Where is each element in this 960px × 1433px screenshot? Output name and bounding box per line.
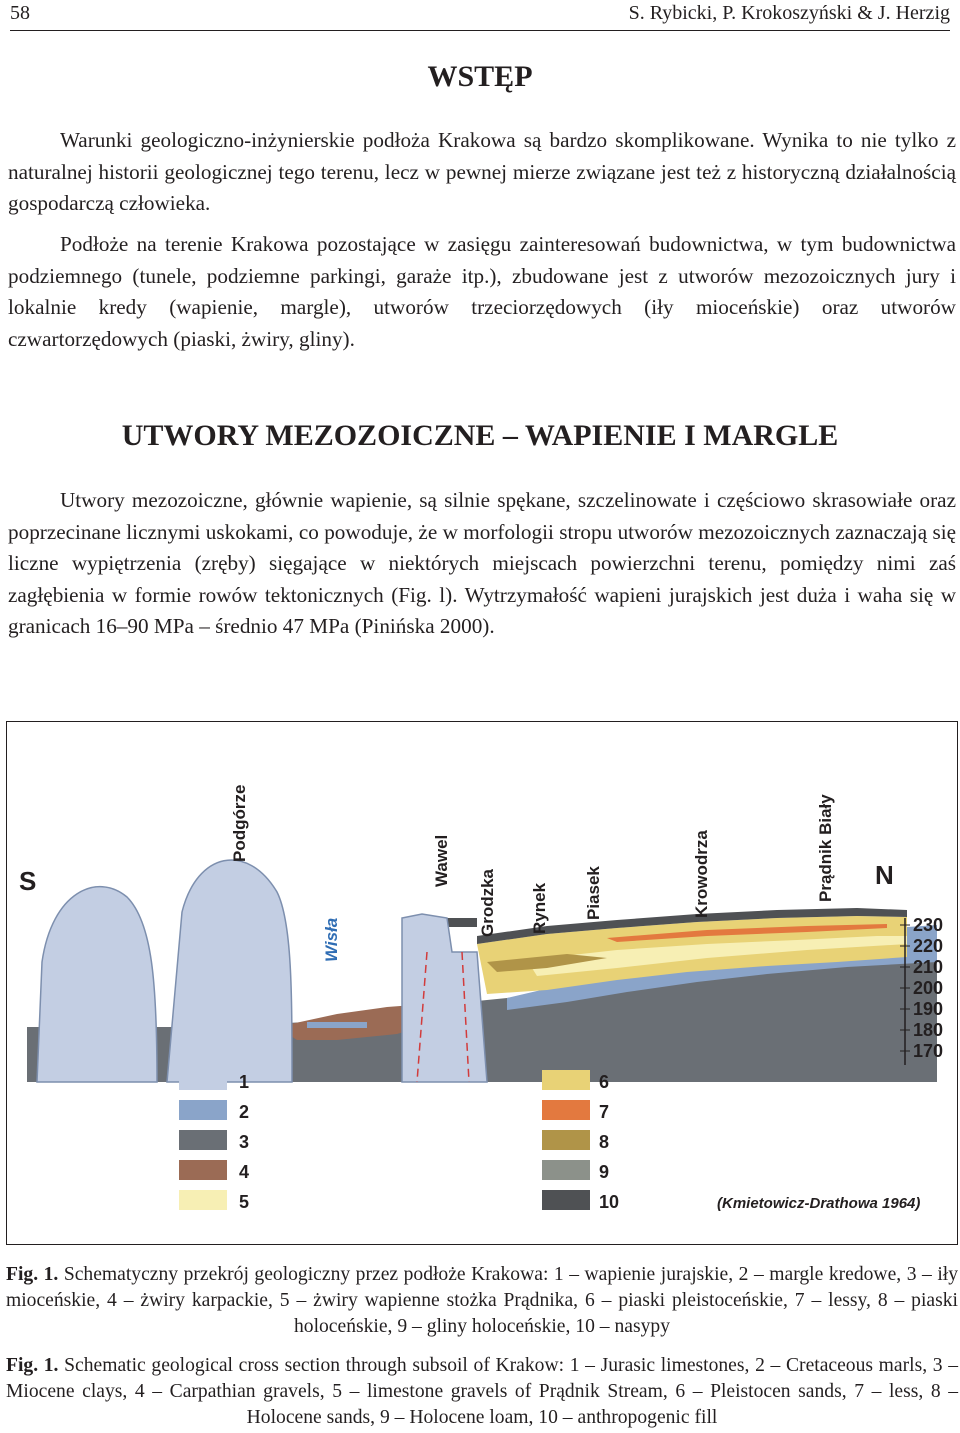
- intro-paragraph-1: Warunki geologiczno-inżynierskie podłoża Krakowa są bardzo skomplikowane. Wynika to nie tylko z naturalnej historii geologicznej tego terenu, lecz w pewnej mierze związane jest też z historyczną działalnością gospodarczą człowieka.: [8, 128, 956, 215]
- legend-swatch-9: [542, 1160, 590, 1180]
- scale-tick-220: 220: [913, 936, 944, 956]
- place-label-krowodrza: Krowodrza: [692, 830, 711, 918]
- page-header: [10, 0, 950, 31]
- scale-tick-170: 170: [913, 1041, 944, 1061]
- place-label-wawel: Wawel: [432, 834, 451, 887]
- figure-cross-section: [6, 721, 958, 1245]
- legend-num-9: 9: [599, 1162, 610, 1182]
- legend-num-4: 4: [239, 1162, 250, 1182]
- section-title-mesozoic: UTWORY MEZOZOICZNE – WAPIENIE I MARGLE: [121, 419, 839, 452]
- mesozoic-paragraph: Utwory mezozoiczne, głównie wapienie, są silnie spękane, szczelinowate i częściowo skrasowiałe oraz poprzecinane licznymi uskokami, co powoduje, że w morfologii stropu utworów mezozoicznych zaznaczają się liczne wypiętrzenia (zręby) sięgające w niektórych miejscach powierzchni terenu, pomiędzy nimi zaś zagłębienia w formie rowów tektonicznych (Fig. l). Wytrzymałość wapieni jurajskich jest duża i waha się w granicach 16–90 MPa – średnio 47 MPa (Pinińska 2000).: [8, 488, 956, 638]
- legend-num-3: 3: [239, 1132, 250, 1152]
- south-label: S: [19, 866, 37, 896]
- caption-english-text: Schematic geological cross section through subsoil of Krakow: 1 – Jurasic limestones, 2 – Cretaceous marls, 3 – Miocene clays, 4 – Carpathian gravels, 5 – limestone gravels of Prądnik Stream, 6 – Pleistocen sands, 7 – less, 8 – Holocene sands, 9 – Holocene loam, 10 – anthropogenic fill: [6, 1355, 959, 1428]
- legend: [179, 1070, 619, 1212]
- legend-swatch-6: [542, 1070, 590, 1090]
- wawel-horst: [402, 914, 487, 1082]
- scale-tick-210: 210: [913, 957, 944, 977]
- legend-swatch-3: [179, 1130, 227, 1150]
- legend-swatch-8: [542, 1130, 590, 1150]
- legend-num-5: 5: [239, 1192, 250, 1212]
- caption-english: [6, 1353, 958, 1431]
- legend-swatch-7: [542, 1100, 590, 1120]
- legend-swatch-5: [179, 1190, 227, 1210]
- running-head-authors: S. Rybicki, P. Krokoszyński & J. Herzig: [628, 2, 950, 24]
- podgorze-limestone-right: [167, 860, 292, 1082]
- place-label-grodzka: Grodzka: [478, 868, 497, 937]
- legend-num-1: 1: [239, 1072, 250, 1092]
- place-label-podgorze: Podgórze: [230, 784, 249, 862]
- caption-english-label: Fig. 1.: [6, 1355, 59, 1376]
- caption-polish-label: Fig. 1.: [6, 1264, 59, 1285]
- intro-paragraph-2: Podłoże na terenie Krakowa pozostające w zasięgu zainteresowań budownictwa, w tym budownictwa podziemnego (tunele, podziemne parkingi, garaże itp.), zbudowane jest z utworów mezozoicznych jury i lokalnie kredy (wapienie, margle), utworów trzeciorzędowych (iły mioceńskie) oraz utworów czwartorzędowych (piaski, żwiry, gliny).: [8, 232, 956, 351]
- legend-swatch-10: [542, 1190, 590, 1210]
- legend-num-2: 2: [239, 1102, 250, 1122]
- legend-num-10: 10: [599, 1192, 620, 1212]
- scale-tick-190: 190: [913, 999, 944, 1019]
- caption-polish-text: Schematyczny przekrój geologiczny przez podłoże Krakowa: 1 – wapienie jurajskie, 2 – margle kredowe, 3 – iły mioceńskie, 4 – żwiry karpackie, 5 – żwiry wapienne stożka Prądnika, 6 – piaski pleistoceńskie, 7 – lessy, 8 – piaski holoceńskie, 9 – gliny holoceńskie, 10 – nasypy: [6, 1264, 959, 1337]
- place-label-rynek: Rynek: [530, 882, 549, 934]
- legend-swatch-1: [179, 1070, 227, 1090]
- place-label-piasek: Piasek: [584, 866, 603, 920]
- scale-tick-230: 230: [913, 915, 944, 935]
- caption-polish: [6, 1262, 958, 1340]
- podgorze-limestone-left: [37, 887, 157, 1082]
- scale-tick-180: 180: [913, 1020, 944, 1040]
- section-title-introduction: WSTĘP: [427, 60, 533, 93]
- legend-swatch-4: [179, 1160, 227, 1180]
- legend-num-7: 7: [599, 1102, 610, 1122]
- cross-section-diagram: [7, 722, 957, 1244]
- place-label-pradnik-bialy: Prądnik Biały: [816, 794, 835, 902]
- north-label: N: [875, 860, 894, 890]
- figure-source: (Kmietowicz-Drathowa 1964): [717, 1195, 921, 1212]
- legend-num-8: 8: [599, 1132, 610, 1152]
- place-label-wisla: Wisła: [322, 917, 341, 962]
- scale-tick-200: 200: [913, 978, 944, 998]
- legend-swatch-2: [179, 1100, 227, 1120]
- wisla-river: [307, 1022, 367, 1028]
- legend-num-6: 6: [599, 1072, 610, 1092]
- page-number: 58: [10, 2, 30, 24]
